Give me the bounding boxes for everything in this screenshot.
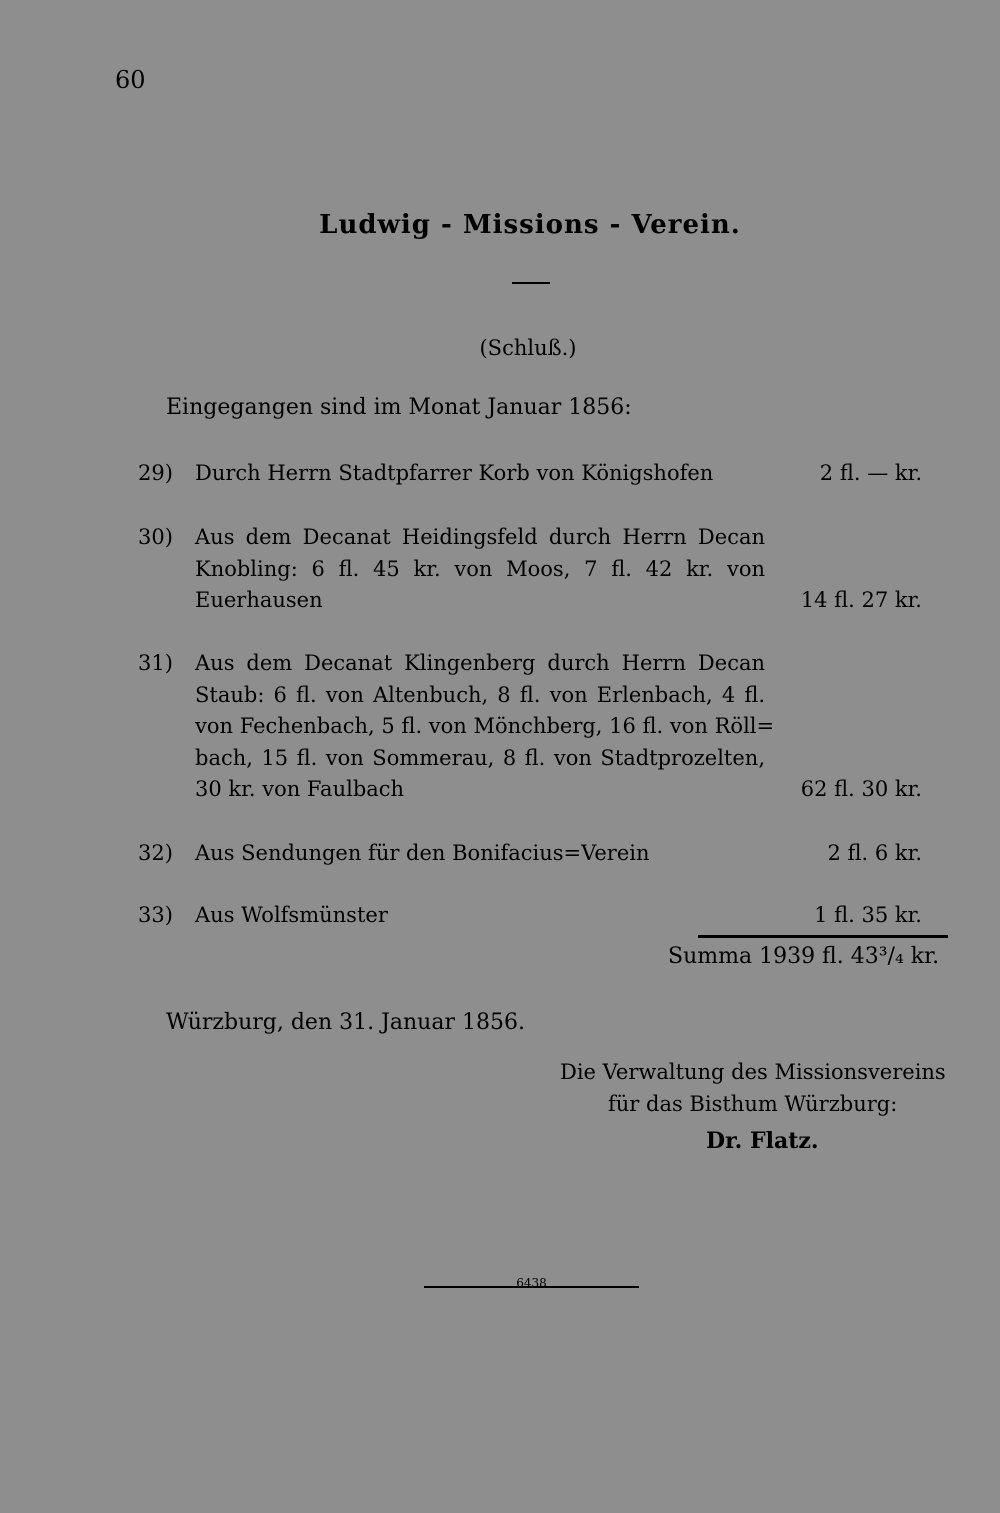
signature-line: Die Verwaltung des Missionsvereins (560, 1060, 946, 1084)
entry-line: Knobling: 6 fl. 45 kr. von Moos, 7 fl. 42 kr. von (195, 556, 765, 581)
title-divider (512, 282, 550, 284)
footer-mark: 6438 (516, 1276, 547, 1290)
entry-number: 30) (138, 525, 173, 549)
entry-line: Aus dem Decanat Heidingsfeld durch Herrn Decan (195, 525, 765, 549)
entry-line: Durch Herrn Stadtpfarrer Korb von Königshofen (195, 461, 714, 485)
page-number: 60 (115, 66, 146, 94)
intro-text: Eingegangen sind im Monat Januar 1856: (166, 395, 632, 420)
entry-amount: 62 fl. 30 kr. (800, 777, 922, 801)
signature-line: für das Bisthum Würzburg: (608, 1092, 898, 1116)
entry-text (195, 458, 765, 490)
signature-name: Dr. Flatz. (706, 1128, 819, 1154)
entry-line: Staub: 6 fl. von Altenbuch, 8 fl. von Erlenbach, 4 fl. (195, 682, 765, 707)
sum-total: Summa 1939 fl. 43³/₄ kr. (668, 944, 940, 969)
entry-number: 29) (138, 461, 173, 485)
entry-amount: 2 fl. — kr. (819, 461, 922, 485)
entry-amount: 1 fl. 35 kr. (814, 903, 922, 927)
entry-line: Aus Wolfsmünster (195, 903, 388, 927)
entry-text (195, 838, 765, 870)
entry-number: 32) (138, 841, 173, 865)
subtitle: (Schluß.) (479, 336, 577, 360)
page-title: Ludwig - Missions - Verein. (319, 210, 741, 240)
entry-line: 30 kr. von Faulbach (195, 777, 405, 801)
entry-amount: 14 fl. 27 kr. (800, 588, 922, 612)
dateline: Würzburg, den 31. Januar 1856. (166, 1010, 525, 1035)
entry-line: Aus Sendungen für den Bonifacius=Verein (195, 841, 650, 865)
entry-text (195, 900, 765, 932)
sum-divider (698, 935, 948, 938)
entry-line: von Fechenbach, 5 fl. von Mönchberg, 16 fl. von Röll= (195, 714, 775, 738)
entry-line: Aus dem Decanat Klingenberg durch Herrn Decan (195, 651, 765, 675)
entry-number: 33) (138, 903, 173, 927)
entry-text (195, 648, 775, 806)
entry-number: 31) (138, 651, 173, 675)
entry-line: bach, 15 fl. von Sommerau, 8 fl. von Stadtprozelten, (195, 745, 765, 770)
entry-text (195, 522, 765, 617)
entry-amount: 2 fl. 6 kr. (827, 841, 922, 865)
entry-line: Euerhausen (195, 588, 323, 612)
